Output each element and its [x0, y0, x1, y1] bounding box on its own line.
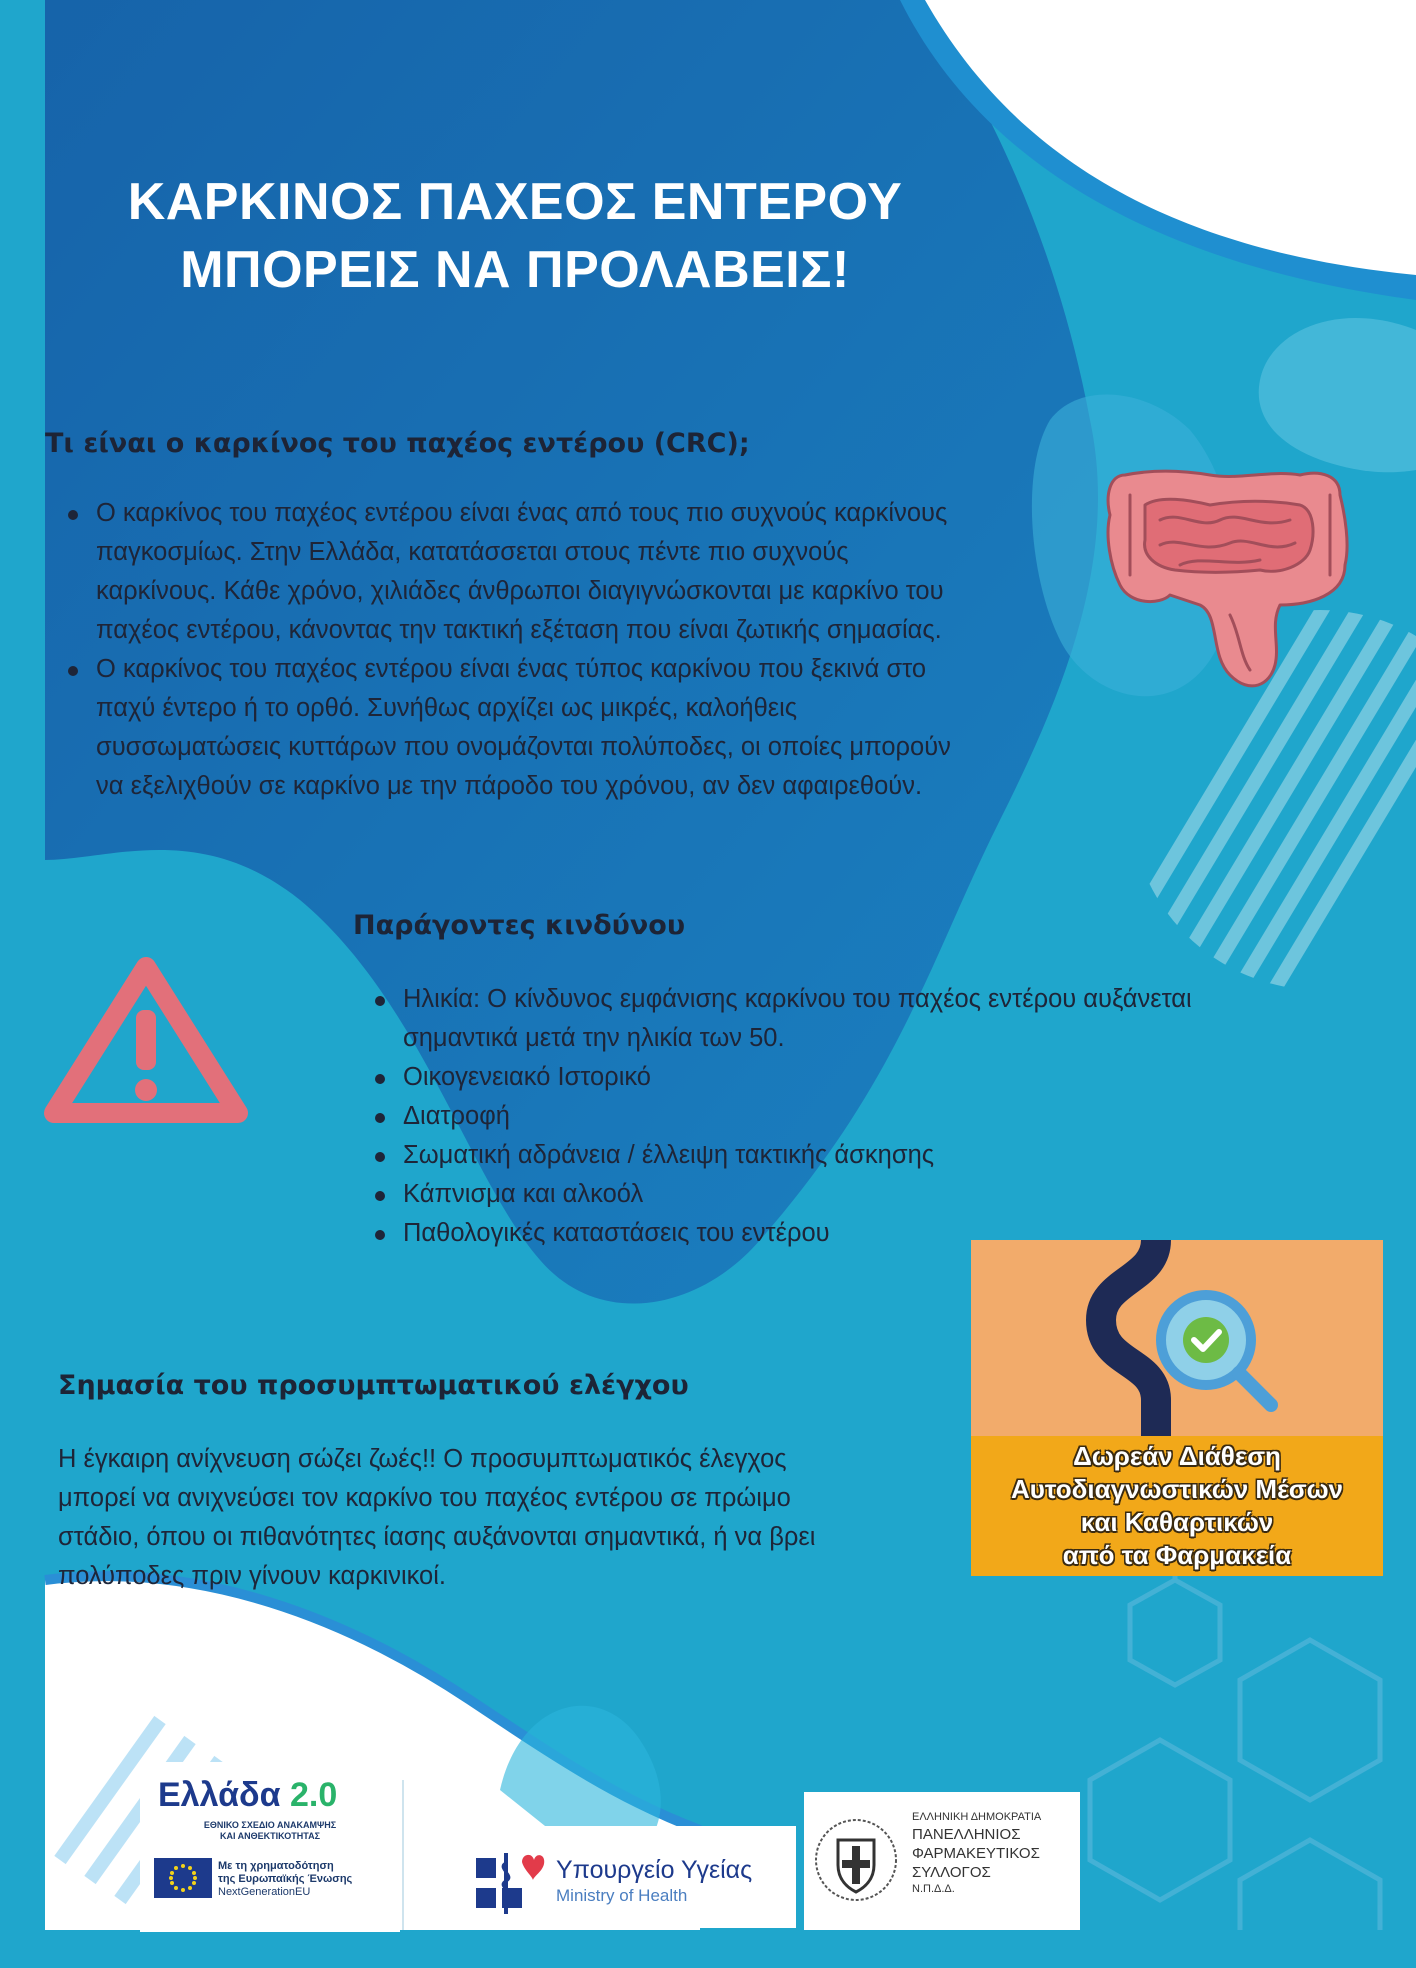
ministry-emblem-icon [476, 1848, 548, 1914]
list-item [375, 980, 1315, 1058]
text-line: παχέος εντέρου, κάνοντας την τακτική εξέταση που είναι ζωτικής σημασίας. [96, 616, 942, 644]
text-line: καρκίνους. Κάθε χρόνο, χιλιάδες άνθρωποι διαγιγνώσκονται με καρκίνο του [96, 577, 944, 605]
warning-icon [44, 955, 249, 1127]
text-line: Κάπνισμα και αλκοόλ [403, 1180, 644, 1208]
text-line: NextGenerationEU [218, 1886, 311, 1898]
greece-2-0-wordmark [158, 1776, 337, 1815]
list-item [375, 1175, 1315, 1214]
eu-flag-icon [154, 1858, 212, 1898]
pfs-text [912, 1810, 1041, 1897]
text-line: και Καθαρτικών [1080, 1507, 1274, 1537]
screening-heading: Σημασία του προσυμπτωματικού ελέγχου [58, 1370, 689, 1401]
text-line: Αυτοδιαγνωστικών Μέσων [1010, 1474, 1344, 1504]
badge-text [971, 1440, 1383, 1572]
text-line: ΚΑΙ ΑΝΘΕΚΤΙΚΟΤΗΤΑΣ [220, 1831, 320, 1841]
screening-icon [971, 1240, 1383, 1436]
text-line: παχύ έντερο ή το ορθό. Συνήθως αρχίζει ως μικρές, καλοήθεις [96, 694, 798, 722]
what-is-heading: Τι είναι ο καρκίνος του παχέος εντέρου (CRC); [45, 428, 750, 459]
text-line: ΦΑΡΜΑΚΕΥΤΙΚΟΣ [912, 1845, 1040, 1862]
list-item [375, 1136, 1315, 1175]
title-line-1: ΚΑΡΚΙΝΟΣ ΠΑΧΕΟΣ ΕΝΤΕΡΟΥ [127, 173, 903, 231]
eu-funding-text [218, 1860, 352, 1899]
logo-divider [402, 1780, 404, 1930]
logo-name: Ελλάδα [158, 1776, 281, 1814]
text-line: Δωρεάν Διάθεση [1073, 1441, 1281, 1471]
ministry-of-health-logo [458, 1826, 796, 1928]
text-line: Διατροφή [403, 1102, 510, 1130]
text-line: Ο καρκίνος του παχέος εντέρου είναι ένας από τους πιο συχνούς καρκίνους [96, 499, 948, 527]
text-line: Παθολογικές καταστάσεις του εντέρου [403, 1219, 830, 1247]
page-title [60, 168, 970, 304]
ministry-name-en: Ministry of Health [556, 1886, 688, 1905]
list-item [375, 1058, 1315, 1097]
text-line: ΠΑΝΕΛΛΗΝΙΟΣ [912, 1826, 1021, 1843]
text-line: παγκοσμίως. Στην Ελλάδα, κατατάσσεται στους πέντε πιο συχνούς [96, 538, 849, 566]
text-line: Ο καρκίνος του παχέος εντέρου είναι ένας τύπος καρκίνου που ξεκινά στο [96, 655, 927, 683]
what-is-section [68, 494, 1078, 806]
greek-seal-icon [812, 1810, 900, 1910]
logo-version: 2.0 [289, 1776, 338, 1814]
pfs-logo [804, 1792, 1080, 1930]
text-line: Η έγκαιρη ανίχνευση σώζει ζωές!! Ο προσυμπτωματικός έλεγχος [58, 1445, 787, 1473]
list-item [375, 1097, 1315, 1136]
text-line: Οικογενειακό Ιστορικό [403, 1063, 651, 1091]
text-line: Ηλικία: Ο κίνδυνος εμφάνισης καρκίνου του παχέος εντέρου αυξάνεται [403, 985, 1192, 1013]
text-line: πολύποδες πριν γίνουν καρκινικοί. [58, 1562, 446, 1590]
text-line: στάδιο, όπου οι πιθανότητες ίασης αυξάνονται σημαντικά, ή να βρει [58, 1523, 816, 1551]
text-line: συσσωματώσεις κυττάρων που ονομάζονται πολύποδες, οι οποίες μπορούν [96, 733, 951, 761]
list-item [68, 650, 1078, 806]
title-line-2: ΜΠΟΡΕΙΣ ΝΑ ΠΡΟΛΑΒΕΙΣ! [180, 241, 850, 299]
screening-text [58, 1440, 958, 1596]
text-line: ΕΘΝΙΚΟ ΣΧΕΔΙΟ ΑΝΑΚΑΜΨΗΣ [203, 1820, 337, 1830]
text-line: ΕΛΛΗΝΙΚΗ ΔΗΜΟΚΡΑΤΙΑ [912, 1811, 1042, 1823]
text-line: ΣΥΛΛΟΓΟΣ [912, 1864, 991, 1881]
text-line: να εξελιχθούν σε καρκίνο με την πάροδο του χρόνου, αν δεν αφαιρεθούν. [96, 772, 923, 800]
text-line: σημαντικά μετά την ηλικία των 50. [403, 1024, 785, 1052]
text-line: μπορεί να ανιχνεύσει τον καρκίνο του παχέος εντέρου σε πρώιμο [58, 1484, 791, 1512]
text-line: της Ευρωπαϊκής Ένωσης [218, 1873, 353, 1885]
text-line: Με τη χρηματοδότηση [218, 1860, 334, 1872]
ministry-name-gr: Υπουργείο Υγείας [556, 1856, 753, 1884]
text-line: Ν.Π.Δ.Δ. [912, 1883, 955, 1895]
text-line: Σωματική αδράνεια / έλλειψη τακτικής άσκησης [403, 1141, 935, 1169]
risk-section [375, 980, 1315, 1253]
free-distribution-badge [971, 1240, 1383, 1576]
intestine-icon [1100, 455, 1355, 705]
text-line: από τα Φαρμακεία [1062, 1540, 1292, 1570]
recovery-plan-text [150, 1820, 390, 1842]
greece-2-0-logo [140, 1762, 400, 1932]
risk-heading: Παράγοντες κινδύνου [353, 910, 686, 941]
list-item [68, 494, 1078, 650]
